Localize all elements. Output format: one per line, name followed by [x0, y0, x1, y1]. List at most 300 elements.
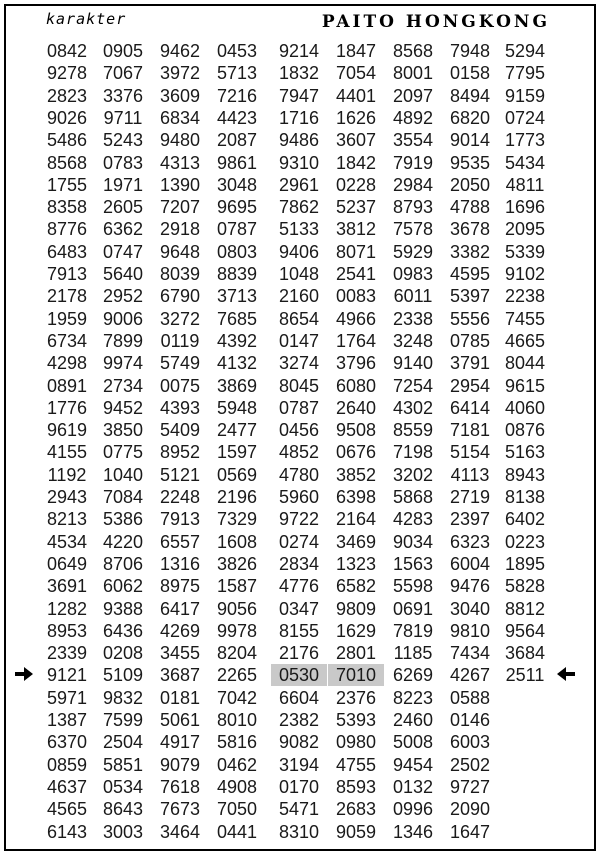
number-cell: 9082: [278, 732, 320, 753]
number-cell: 5640: [102, 264, 144, 284]
number-cell: 8358: [46, 197, 88, 218]
number-cell: 8045: [278, 375, 320, 396]
number-cell: 2397: [449, 509, 491, 530]
number-cell: 7455: [504, 308, 546, 329]
number-cell: 9462: [159, 41, 201, 61]
number-cell: 1185: [393, 643, 433, 664]
number-cell: 8001: [392, 63, 434, 84]
number-cell: 5851: [102, 754, 144, 775]
number-cell: 2640: [335, 397, 377, 418]
number-cell: 0787: [216, 219, 258, 240]
number-cell: 7913: [159, 509, 201, 530]
number-cell: 3812: [335, 219, 377, 240]
number-cell: 0787: [278, 397, 320, 418]
number-cell: 4392: [216, 330, 258, 351]
number-cell: 2095: [504, 219, 546, 240]
number-cell: 1696: [504, 197, 546, 218]
number-cell: 1842: [335, 152, 377, 173]
number-cell: 2823: [46, 85, 88, 106]
number-cell: 2460: [392, 710, 434, 730]
number-cell: 0462: [216, 754, 258, 775]
number-cell: 1629: [335, 620, 377, 641]
number-cell: 7862: [278, 197, 320, 218]
number-cell: 8223: [392, 687, 434, 708]
number-cell: 7578: [392, 219, 434, 240]
number-cell: 1971: [102, 174, 144, 195]
number-cell: 3684: [504, 643, 546, 664]
number-cell: 2605: [102, 197, 144, 218]
number-cell: 5948: [216, 397, 258, 418]
number-cell: 6269: [392, 665, 434, 686]
number-cell: 9861: [216, 152, 258, 173]
number-cell: 7254: [392, 375, 434, 396]
number-cell: 2178: [46, 286, 88, 307]
number-cell: 0785: [449, 330, 491, 351]
number-cell: 9006: [102, 308, 144, 329]
number-cell: 1390: [159, 174, 201, 195]
number-cell: 5109: [102, 665, 144, 686]
number-cell: 4565: [46, 799, 88, 820]
number-cell: 9159: [504, 85, 546, 106]
number-cell: 0132: [392, 776, 434, 797]
number-cell: 2801: [335, 643, 377, 664]
number-cell: 0842: [46, 41, 88, 61]
number-cell: 4780: [278, 464, 320, 485]
number-cell: 5061: [159, 710, 201, 730]
number-cell: 9619: [46, 420, 88, 441]
number-cell: 0996: [392, 799, 434, 820]
number-cell: 7673: [159, 799, 201, 820]
number-cell: 8975: [159, 576, 201, 597]
number-cell: 5243: [102, 130, 144, 151]
number-cell: 3464: [159, 821, 201, 842]
number-cell: 1716: [278, 107, 320, 128]
number-cell: 9278: [46, 63, 88, 84]
number-cell: 2734: [102, 375, 144, 396]
number-cell: 8568: [392, 41, 434, 61]
number-cell: 2954: [449, 375, 491, 396]
number-cell: 9727: [449, 776, 491, 797]
number-cell: 0119: [160, 330, 200, 351]
number-cell: 5828: [504, 576, 546, 597]
number-cell: 2504: [102, 732, 144, 753]
number-cell: 9974: [102, 353, 144, 374]
number-cell: 2176: [278, 643, 320, 664]
number-cell: 4917: [159, 732, 201, 753]
number-cell: 2248: [159, 487, 201, 507]
number-cell: 7067: [102, 63, 144, 84]
number-cell: 9832: [102, 687, 144, 708]
number-cell: 3609: [159, 85, 201, 106]
number-cell: 7181: [449, 420, 491, 441]
number-cell: 9452: [102, 397, 144, 418]
number-cell: 6414: [449, 397, 491, 418]
number-cell: 8310: [278, 821, 320, 842]
number-cell: 5598: [392, 576, 434, 597]
number-cell: 0859: [46, 754, 88, 775]
number-cell: 4132: [216, 353, 258, 374]
number-cell: 6582: [335, 576, 377, 597]
number-cell: 1346: [392, 821, 434, 842]
number-cell: 4269: [159, 620, 201, 641]
number-cell: 2087: [216, 130, 258, 151]
number-cell: 2339: [46, 643, 88, 664]
number-cell: 0083: [335, 286, 377, 307]
number-cell: 0783: [102, 152, 144, 173]
number-cell: 2265: [216, 665, 258, 686]
number-cell: 6062: [102, 576, 144, 597]
number-cell: 0747: [102, 241, 144, 262]
number-cell: 3687: [159, 665, 201, 686]
number-cell: 5121: [159, 464, 201, 485]
number-cell: 1282: [46, 598, 88, 619]
number-cell: 0724: [504, 107, 546, 128]
number-cell: 6004: [449, 553, 491, 574]
number-cell: 9722: [278, 509, 320, 530]
number-cell: 0980: [335, 732, 377, 753]
number-cell: 8494: [449, 85, 491, 106]
arrow-right-icon: [15, 667, 33, 681]
number-cell: 1048: [278, 264, 320, 284]
number-cell: 2834: [278, 553, 320, 574]
number-cell: 9102: [504, 264, 546, 284]
number-cell: 8793: [392, 197, 434, 218]
number-cell: 2511: [505, 665, 545, 686]
number-cell: 6080: [335, 375, 377, 396]
number-cell: 5816: [216, 732, 258, 753]
number-cell: 4401: [335, 85, 377, 106]
number-cell: 6362: [102, 219, 144, 240]
number-cell: 3003: [102, 821, 144, 842]
number-cell: 0223: [504, 531, 546, 552]
number-cell: 6604: [278, 687, 320, 708]
number-cell: 7599: [102, 710, 144, 730]
number-cell: 5471: [278, 799, 320, 820]
number-cell: 1563: [392, 553, 434, 574]
number-cell: 9978: [216, 620, 258, 641]
number-cell: 7329: [216, 509, 258, 530]
number-cell: 0453: [216, 41, 258, 61]
number-cell: 9695: [216, 197, 258, 218]
number-cell: 0691: [392, 598, 434, 619]
number-cell: 4595: [449, 264, 491, 284]
number-cell: 0775: [102, 442, 144, 463]
number-cell: 7054: [335, 63, 377, 84]
number-cell: 3869: [216, 375, 258, 396]
number-cell: 0905: [102, 41, 144, 61]
number-cell: 4060: [504, 397, 546, 418]
number-cell: 7207: [159, 197, 201, 218]
number-cell: 4267: [449, 665, 491, 686]
number-cell: 7899: [102, 330, 144, 351]
number-cell: 5868: [392, 487, 434, 507]
number-cell: 3713: [216, 286, 258, 307]
number-cell: 8812: [504, 598, 546, 619]
number-cell: 7010: [328, 664, 384, 686]
number-cell: 8559: [392, 420, 434, 441]
number-cell: 0347: [278, 598, 320, 619]
number-cell: 8213: [46, 509, 88, 530]
number-cell: 7618: [159, 776, 201, 797]
number-cell: 4665: [504, 330, 546, 351]
number-cell: 9615: [504, 375, 546, 396]
number-cell: 1773: [504, 130, 546, 151]
number-cell: 7795: [504, 63, 546, 84]
number-cell: 0649: [46, 553, 88, 574]
number-cell: 2952: [102, 286, 144, 307]
number-cell: 9014: [449, 130, 491, 151]
number-cell: 1323: [335, 553, 377, 574]
number-cell: 4220: [102, 531, 144, 552]
number-cell: 9388: [102, 598, 144, 619]
number-cell: 8071: [335, 241, 377, 262]
number-cell: 5713: [216, 63, 258, 84]
number-cell: 4393: [159, 397, 201, 418]
number-cell: 1776: [46, 397, 88, 418]
number-cell: 9648: [159, 241, 201, 262]
number-cell: 8953: [46, 620, 88, 641]
number-cell: 1316: [159, 553, 201, 574]
number-cell: 9535: [449, 152, 491, 173]
number-cell: 8204: [216, 643, 258, 664]
number-cell: 5237: [335, 197, 377, 218]
number-cell: 4283: [392, 509, 434, 530]
number-cell: 6834: [159, 107, 201, 128]
number-cell: 4423: [216, 107, 258, 128]
number-cell: 3826: [216, 553, 258, 574]
number-cell: 3469: [335, 531, 377, 552]
number-cell: 3691: [46, 576, 88, 597]
number-cell: 9486: [278, 130, 320, 151]
number-cell: 3048: [216, 174, 258, 195]
number-cell: 2541: [335, 264, 377, 284]
number-cell: 4852: [278, 442, 320, 463]
number-cell: 6436: [102, 620, 144, 641]
number-cell: 8776: [46, 219, 88, 240]
number-cell: 3382: [449, 241, 491, 262]
number-cell: 6417: [159, 598, 201, 619]
number-cell: 1040: [102, 464, 144, 485]
number-cell: 4892: [392, 107, 434, 128]
number-cell: 3791: [449, 353, 491, 374]
number-cell: 1847: [335, 41, 377, 61]
number-cell: 4155: [46, 442, 88, 463]
number-cell: 5556: [449, 308, 491, 329]
number-cell: 9406: [278, 241, 320, 262]
number-cell: 5486: [46, 130, 88, 151]
number-cell: 2719: [449, 487, 491, 507]
number-cell: 3554: [392, 130, 434, 151]
number-cell: 5339: [504, 241, 546, 262]
number-cell: 2477: [216, 420, 258, 441]
number-cell: 8706: [102, 553, 144, 574]
number-cell: 6370: [46, 732, 88, 753]
number-cell: 5133: [278, 219, 320, 240]
number-cell: 8839: [216, 264, 258, 284]
number-cell: 9711: [103, 107, 143, 128]
number-cell: 2090: [449, 799, 491, 820]
number-cell: 1608: [216, 531, 258, 552]
number-cell: 3272: [159, 308, 201, 329]
number-cell: 5008: [392, 732, 434, 753]
number-cell: 1764: [335, 330, 377, 351]
number-cell: 9034: [392, 531, 434, 552]
number-cell: 4313: [159, 152, 201, 173]
number-cell: 0569: [216, 464, 258, 485]
number-cell: 9140: [392, 353, 434, 374]
number-cell: 9508: [335, 420, 377, 441]
number-cell: 8010: [216, 710, 258, 730]
number-cell: 5294: [504, 41, 546, 61]
number-cell: 4637: [46, 776, 88, 797]
number-cell: 2683: [335, 799, 377, 820]
number-cell: 9810: [449, 620, 491, 641]
number-cell: 5929: [392, 241, 434, 262]
number-cell: 1647: [449, 821, 491, 842]
number-cell: 1959: [46, 308, 88, 329]
number-cell: 5163: [504, 442, 546, 463]
number-cell: 9480: [159, 130, 201, 151]
number-cell: 3850: [102, 420, 144, 441]
number-cell: 9476: [449, 576, 491, 597]
number-cell: 1192: [47, 464, 87, 485]
number-cell: 2918: [159, 219, 201, 240]
number-cell: 0534: [102, 776, 144, 797]
number-cell: 2164: [335, 509, 377, 530]
number-cell: 2160: [278, 286, 320, 307]
number-cell: 4776: [278, 576, 320, 597]
number-cell: 4534: [46, 531, 88, 552]
number-cell: 0441: [216, 821, 258, 842]
number-cell: 1587: [216, 576, 258, 597]
number-cell: 1626: [335, 107, 377, 128]
number-cell: 6143: [46, 821, 88, 842]
number-cell: 7216: [216, 85, 258, 106]
number-cell: 3678: [449, 219, 491, 240]
karakter-label: karakter: [46, 10, 127, 28]
number-cell: 5960: [278, 487, 320, 507]
number-cell: 0170: [278, 776, 320, 797]
number-cell: 1895: [504, 553, 546, 574]
number-cell: 7434: [449, 643, 491, 664]
number-cell: 6011: [393, 286, 433, 307]
number-cell: 4298: [46, 353, 88, 374]
number-cell: 8155: [278, 620, 320, 641]
number-cell: 2338: [392, 308, 434, 329]
number-cell: 7947: [278, 85, 320, 106]
number-cell: 7919: [392, 152, 434, 173]
number-cell: 6398: [335, 487, 377, 507]
number-cell: 0147: [278, 330, 320, 351]
number-cell: 2376: [335, 687, 377, 708]
number-cell: 3796: [335, 353, 377, 374]
number-cell: 3455: [159, 643, 201, 664]
number-cell: 9026: [46, 107, 88, 128]
number-cell: 3972: [159, 63, 201, 84]
number-cell: 3376: [102, 85, 144, 106]
number-cell: 8654: [278, 308, 320, 329]
number-cell: 5154: [449, 442, 491, 463]
number-cell: 2502: [449, 754, 491, 775]
number-cell: 5393: [335, 710, 377, 730]
number-cell: 0983: [392, 264, 434, 284]
number-cell: 4966: [335, 308, 377, 329]
number-cell: 8039: [159, 264, 201, 284]
number-cell: 7685: [216, 308, 258, 329]
number-cell: 9454: [392, 754, 434, 775]
number-cell: 8643: [102, 799, 144, 820]
paito-title: PAITO HONGKONG: [321, 12, 550, 32]
number-cell: 3607: [335, 130, 377, 151]
number-cell: 1755: [46, 174, 88, 195]
number-cell: 5434: [504, 152, 546, 173]
number-cell: 6003: [449, 732, 491, 753]
number-cell: 7084: [102, 487, 144, 507]
number-cell: 9310: [278, 152, 320, 173]
number-cell: 0181: [159, 687, 201, 708]
number-cell: 1597: [216, 442, 258, 463]
number-cell: 2097: [392, 85, 434, 106]
number-cell: 9809: [335, 598, 377, 619]
number-cell: 6483: [46, 241, 88, 262]
number-cell: 6820: [449, 107, 491, 128]
number-cell: 7913: [46, 264, 88, 284]
number-cell: 3852: [335, 464, 377, 485]
number-cell: 4302: [392, 397, 434, 418]
number-cell: 2943: [46, 487, 88, 507]
number-cell: 4755: [335, 754, 377, 775]
number-cell: 0274: [278, 531, 320, 552]
number-cell: 0208: [102, 643, 144, 664]
number-cell: 0456: [278, 420, 320, 441]
number-cell: 0158: [449, 63, 491, 84]
number-cell: 9056: [216, 598, 258, 619]
number-cell: 2984: [392, 174, 434, 195]
number-cell: 2238: [504, 286, 546, 307]
number-cell: 1832: [278, 63, 320, 84]
number-cell: 7948: [449, 41, 491, 61]
number-cell: 8044: [504, 353, 546, 374]
number-cell: 9059: [335, 821, 377, 842]
number-cell: 6790: [159, 286, 201, 307]
number-cell: 8952: [159, 442, 201, 463]
number-cell: 3040: [449, 598, 491, 619]
number-cell: 0588: [449, 687, 491, 708]
number-cell: 3274: [278, 353, 320, 374]
number-cell: 2382: [278, 710, 320, 730]
number-cell: 9079: [159, 754, 201, 775]
number-cell: 5749: [159, 353, 201, 374]
number-cell: 9214: [278, 41, 320, 61]
number-cell: 9121: [46, 665, 88, 686]
number-cell: 4908: [216, 776, 258, 797]
number-cell: 0803: [216, 241, 258, 262]
number-cell: 9564: [504, 620, 546, 641]
number-cell: 8138: [504, 487, 546, 507]
number-cell: 7819: [392, 620, 434, 641]
number-cell: 7050: [216, 799, 258, 820]
number-cell: 0530: [271, 664, 327, 686]
number-cell: 2961: [278, 174, 320, 195]
number-cell: 6557: [159, 531, 201, 552]
number-cell: 5386: [102, 509, 144, 530]
number-cell: 0075: [159, 375, 201, 396]
number-cell: 5971: [46, 687, 88, 708]
number-cell: 5397: [449, 286, 491, 307]
number-cell: 1387: [46, 710, 88, 730]
number-cell: 2050: [449, 174, 491, 195]
number-cell: 0146: [449, 710, 491, 730]
